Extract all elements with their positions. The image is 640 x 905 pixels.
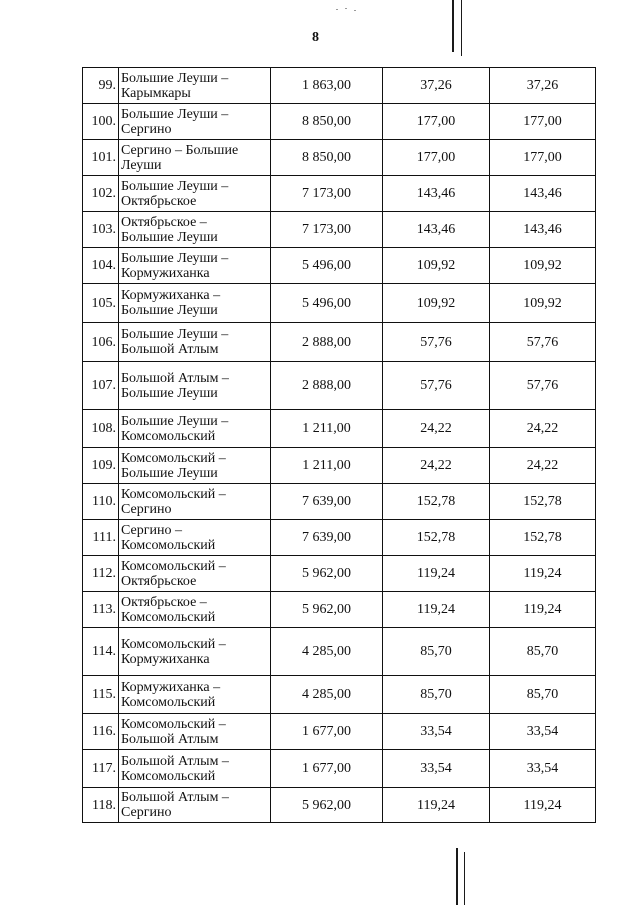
- table-body: [83, 68, 596, 823]
- value-cell-3: 57,76: [490, 362, 596, 410]
- route-cell: [119, 104, 271, 140]
- route-line: Большие Леуши –: [121, 178, 229, 194]
- table-row: [83, 140, 596, 176]
- route-cell: [119, 176, 271, 212]
- route-cell: [119, 284, 271, 323]
- table-row: [83, 628, 596, 676]
- table-row: [83, 212, 596, 248]
- value-cell-2: 24,22: [383, 448, 490, 484]
- route-line: Большой Атлым –: [121, 790, 229, 805]
- value-cell-2: 85,70: [383, 676, 490, 714]
- scan-edge-mark: [452, 0, 454, 52]
- value-cell-2: 143,46: [383, 212, 490, 248]
- table-row: [83, 788, 596, 823]
- value-cell-2: 119,24: [383, 592, 490, 628]
- row-number: 107.: [83, 362, 119, 410]
- table-row: [83, 676, 596, 714]
- value-cell-3: 109,92: [490, 284, 596, 323]
- scan-speck: [345, 8, 347, 9]
- route-line: Комсомольский: [121, 694, 216, 710]
- route-line: Сергино: [121, 501, 172, 517]
- table-row: [83, 484, 596, 520]
- route-cell: [119, 556, 271, 592]
- row-number: 102.: [83, 176, 119, 212]
- route-cell: [119, 410, 271, 448]
- value-cell-2: 109,92: [383, 284, 490, 323]
- value-cell-3: 143,46: [490, 212, 596, 248]
- value-cell-3: 57,76: [490, 323, 596, 362]
- route-line: Сергино: [121, 121, 172, 137]
- value-cell-2: 57,76: [383, 362, 490, 410]
- row-number: 112.: [83, 556, 119, 592]
- table-row: [83, 362, 596, 410]
- table-row: [83, 592, 596, 628]
- value-cell-1: 5 962,00: [271, 592, 383, 628]
- value-cell-2: 119,24: [383, 556, 490, 592]
- value-cell-3: 33,54: [490, 714, 596, 750]
- page-number: 8: [312, 30, 319, 45]
- route-line: Кормужиханка –: [121, 288, 221, 303]
- route-cell: [119, 323, 271, 362]
- scan-speck: [336, 9, 338, 10]
- route-cell: [119, 140, 271, 176]
- value-cell-2: 109,92: [383, 248, 490, 284]
- row-number: 116.: [83, 714, 119, 750]
- row-number: 100.: [83, 104, 119, 140]
- value-cell-2: 24,22: [383, 410, 490, 448]
- row-number: 99.: [83, 68, 119, 104]
- value-cell-1: 8 850,00: [271, 140, 383, 176]
- route-line: Комсомольский –: [121, 450, 226, 466]
- table-row: [83, 323, 596, 362]
- route-cell: [119, 248, 271, 284]
- route-cell: [119, 592, 271, 628]
- table-row: [83, 104, 596, 140]
- row-number: 115.: [83, 676, 119, 714]
- scan-speck: [354, 10, 356, 11]
- table-row: [83, 284, 596, 323]
- value-cell-2: 152,78: [383, 520, 490, 556]
- route-line: Большие Леуши: [121, 229, 218, 245]
- table-row: [83, 410, 596, 448]
- value-cell-1: 1 863,00: [271, 68, 383, 104]
- scan-edge-mark: [464, 852, 465, 905]
- route-line: Октябрьское: [121, 573, 197, 589]
- route-line: Большой Атлым: [121, 731, 219, 747]
- value-cell-3: 85,70: [490, 676, 596, 714]
- route-line: Большие Леуши –: [121, 250, 229, 266]
- value-cell-1: 8 850,00: [271, 104, 383, 140]
- value-cell-1: 7 173,00: [271, 176, 383, 212]
- value-cell-3: 152,78: [490, 520, 596, 556]
- value-cell-3: 143,46: [490, 176, 596, 212]
- value-cell-1: 7 639,00: [271, 484, 383, 520]
- table-row: [83, 750, 596, 788]
- route-cell: [119, 714, 271, 750]
- route-line: Карымкары: [121, 85, 191, 101]
- route-line: Большие Леуши –: [121, 413, 229, 429]
- value-cell-1: 4 285,00: [271, 676, 383, 714]
- route-cell: [119, 448, 271, 484]
- value-cell-2: 37,26: [383, 68, 490, 104]
- value-cell-3: 177,00: [490, 140, 596, 176]
- route-line: Октябрьское –: [121, 214, 207, 230]
- value-cell-2: 85,70: [383, 628, 490, 676]
- table-row: [83, 68, 596, 104]
- route-cell: [119, 750, 271, 788]
- route-line: Комсомольский: [121, 428, 216, 444]
- value-cell-3: 119,24: [490, 592, 596, 628]
- value-cell-1: 7 639,00: [271, 520, 383, 556]
- route-line: Октябрьское: [121, 193, 197, 209]
- route-line: Комсомольский: [121, 537, 216, 553]
- value-cell-3: 37,26: [490, 68, 596, 104]
- row-number: 113.: [83, 592, 119, 628]
- route-line: Большие Леуши: [121, 303, 218, 318]
- value-cell-1: 2 888,00: [271, 323, 383, 362]
- value-cell-2: 33,54: [383, 714, 490, 750]
- value-cell-3: 33,54: [490, 750, 596, 788]
- route-line: Комсомольский –: [121, 486, 226, 502]
- route-line: Большие Леуши –: [121, 327, 229, 342]
- route-line: Большой Атлым –: [121, 370, 229, 386]
- value-cell-1: 7 173,00: [271, 212, 383, 248]
- value-cell-1: 4 285,00: [271, 628, 383, 676]
- value-cell-1: 5 962,00: [271, 788, 383, 823]
- value-cell-3: 177,00: [490, 104, 596, 140]
- row-number: 109.: [83, 448, 119, 484]
- route-line: Сергино – Большие: [121, 142, 239, 158]
- value-cell-2: 177,00: [383, 104, 490, 140]
- value-cell-3: 85,70: [490, 628, 596, 676]
- table-row: [83, 448, 596, 484]
- route-line: Сергино –: [121, 522, 182, 538]
- value-cell-2: 57,76: [383, 323, 490, 362]
- row-number: 104.: [83, 248, 119, 284]
- value-cell-2: 152,78: [383, 484, 490, 520]
- scan-edge-mark: [461, 0, 462, 56]
- route-line: Кормужиханка –: [121, 679, 221, 695]
- route-line: Большой Атлым –: [121, 753, 229, 769]
- row-number: 108.: [83, 410, 119, 448]
- route-line: Комсомольский: [121, 609, 216, 625]
- value-cell-1: 2 888,00: [271, 362, 383, 410]
- value-cell-3: 119,24: [490, 788, 596, 823]
- route-line: Леуши: [121, 157, 162, 173]
- route-cell: [119, 212, 271, 248]
- route-line: Большие Леуши: [121, 385, 218, 401]
- value-cell-3: 24,22: [490, 448, 596, 484]
- row-number: 105.: [83, 284, 119, 323]
- value-cell-1: 5 496,00: [271, 248, 383, 284]
- row-number: 101.: [83, 140, 119, 176]
- row-number: 114.: [83, 628, 119, 676]
- value-cell-2: 119,24: [383, 788, 490, 823]
- value-cell-3: 109,92: [490, 248, 596, 284]
- route-line: Комсомольский –: [121, 636, 226, 652]
- route-cell: [119, 362, 271, 410]
- route-line: Большой Атлым: [121, 342, 219, 357]
- value-cell-1: 1 211,00: [271, 410, 383, 448]
- route-cell: [119, 628, 271, 676]
- row-number: 103.: [83, 212, 119, 248]
- row-number: 118.: [83, 788, 119, 823]
- value-cell-2: 143,46: [383, 176, 490, 212]
- route-cell: [119, 68, 271, 104]
- value-cell-1: 5 962,00: [271, 556, 383, 592]
- scan-edge-mark: [456, 848, 458, 905]
- value-cell-1: 1 677,00: [271, 750, 383, 788]
- row-number: 111.: [83, 520, 119, 556]
- route-line: Кормужиханка: [121, 265, 210, 281]
- value-cell-2: 33,54: [383, 750, 490, 788]
- value-cell-1: 5 496,00: [271, 284, 383, 323]
- route-cell: [119, 484, 271, 520]
- value-cell-1: 1 677,00: [271, 714, 383, 750]
- route-line: Кормужиханка: [121, 651, 210, 667]
- route-line: Комсомольский –: [121, 716, 226, 732]
- route-cell: [119, 676, 271, 714]
- route-line: Большие Леуши: [121, 465, 218, 481]
- value-cell-3: 119,24: [490, 556, 596, 592]
- table-row: [83, 714, 596, 750]
- value-cell-2: 177,00: [383, 140, 490, 176]
- value-cell-1: 1 211,00: [271, 448, 383, 484]
- route-line: Большие Леуши –: [121, 106, 229, 122]
- route-line: Большие Леуши –: [121, 70, 229, 86]
- route-line: Комсомольский: [121, 768, 216, 784]
- row-number: 117.: [83, 750, 119, 788]
- table-row: [83, 556, 596, 592]
- table-row: [83, 176, 596, 212]
- value-cell-3: 152,78: [490, 484, 596, 520]
- row-number: 110.: [83, 484, 119, 520]
- route-cell: [119, 520, 271, 556]
- table-row: [83, 520, 596, 556]
- route-cell: [119, 788, 271, 823]
- tariff-table: [82, 67, 596, 823]
- row-number: 106.: [83, 323, 119, 362]
- table-row: [83, 248, 596, 284]
- route-line: Октябрьское –: [121, 594, 207, 610]
- value-cell-3: 24,22: [490, 410, 596, 448]
- route-line: Комсомольский –: [121, 558, 226, 574]
- route-line: Сергино: [121, 805, 172, 820]
